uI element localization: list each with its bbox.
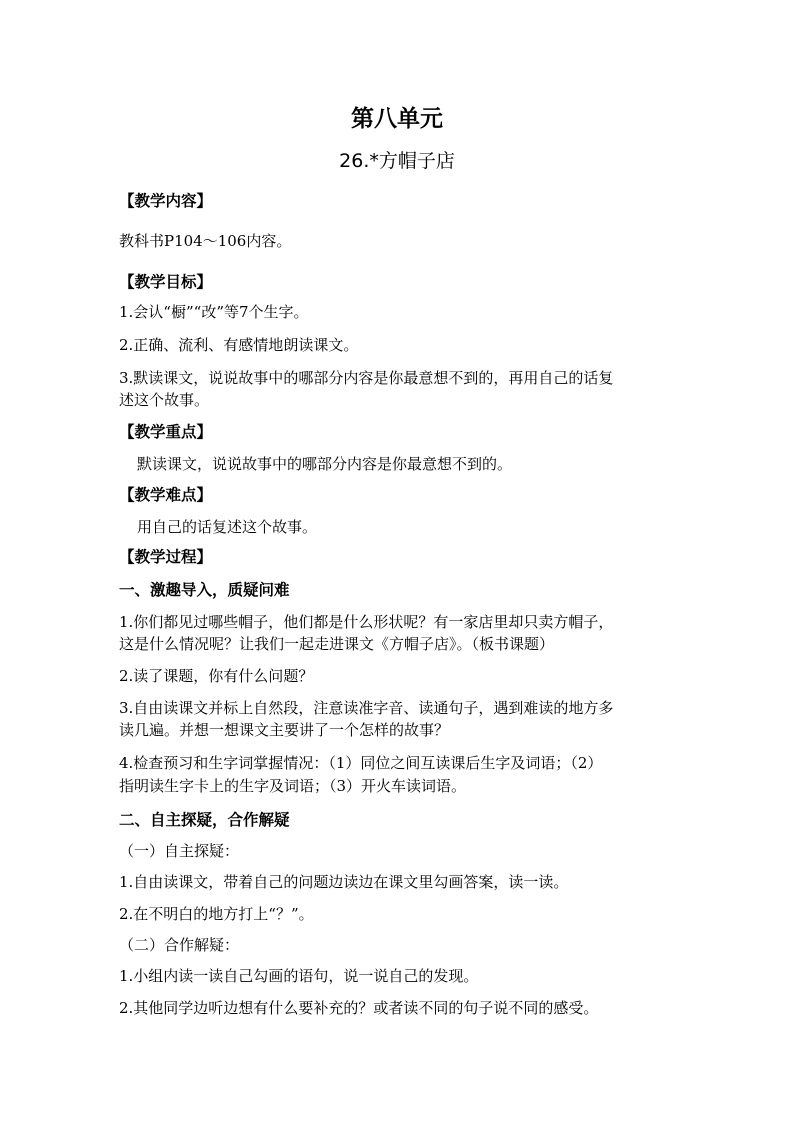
difficulty-text: 用自己的话复述这个故事。 [137, 518, 318, 536]
goal-3-line1: 3.默读课文，说说故事中的哪部分内容是你最意想不到的，再用自己的话复 [119, 369, 614, 387]
difficulty-heading: 【教学难点】 [119, 486, 213, 504]
process-heading: 【教学过程】 [119, 548, 213, 566]
goals-heading: 【教学目标】 [119, 273, 213, 291]
p1-item4-line2: 指明读生字卡上的生字及词语；（3）开火车读词语。 [119, 777, 467, 795]
goal-2: 2.正确、流利、有感情地朗读课文。 [119, 336, 359, 354]
unit-title: 第八单元 [351, 106, 443, 132]
p1-item1-line2: 这是什么情况呢？让我们一起走进课文《方帽子店》。（板书课题） [119, 635, 555, 653]
sub2-item1: 1.小组内读一读自己勾画的语句，说一说自己的发现。 [119, 967, 479, 985]
p1-item2: 2.读了课题，你有什么问题？ [119, 667, 314, 685]
content-heading: 【教学内容】 [119, 192, 213, 210]
sub2-item2: 2.其他同学边听边想有什么要补充的？或者读不同的句子说不同的感受。 [119, 999, 599, 1017]
sub1-item1: 1.自由读课文，带着自己的问题边读边在课文里勾画答案，读一读。 [119, 873, 569, 891]
p1-item1-line1: 1.你们都见过哪些帽子，他们都是什么形状呢？有一家店里却只卖方帽子， [119, 613, 614, 631]
focus-heading: 【教学重点】 [119, 423, 213, 441]
goal-1: 1.会认“橱”“改”等7个生字。 [119, 303, 309, 321]
lesson-title: 26.*方帽子店 [339, 150, 455, 172]
sub1-item2: 2.在不明白的地方打上“？”。 [119, 905, 314, 923]
p1-item3-line1: 3.自由读课文并标上自然段，注意读准字音、读通句子，遇到难读的地方多 [119, 699, 614, 717]
sub1-heading: （一）自主探疑： [119, 842, 240, 860]
part2-heading: 二、自主探疑，合作解疑 [119, 811, 290, 829]
content-text: 教科书P104～106内容。 [119, 232, 292, 250]
goal-3-line2: 述这个故事。 [119, 391, 210, 409]
focus-text: 默读课文，说说故事中的哪部分内容是你最意想不到的。 [137, 455, 513, 473]
p1-item3-line2: 读几遍。并想一想课文主要讲了一个怎样的故事？ [119, 721, 450, 739]
sub2-heading: （二）合作解疑： [119, 936, 240, 954]
p1-item4-line1: 4.检查预习和生字词掌握情况：（1）同位之间互读课后生字及词语；（2） [119, 754, 603, 772]
part1-heading: 一、激趣导入，质疑问难 [119, 581, 290, 599]
